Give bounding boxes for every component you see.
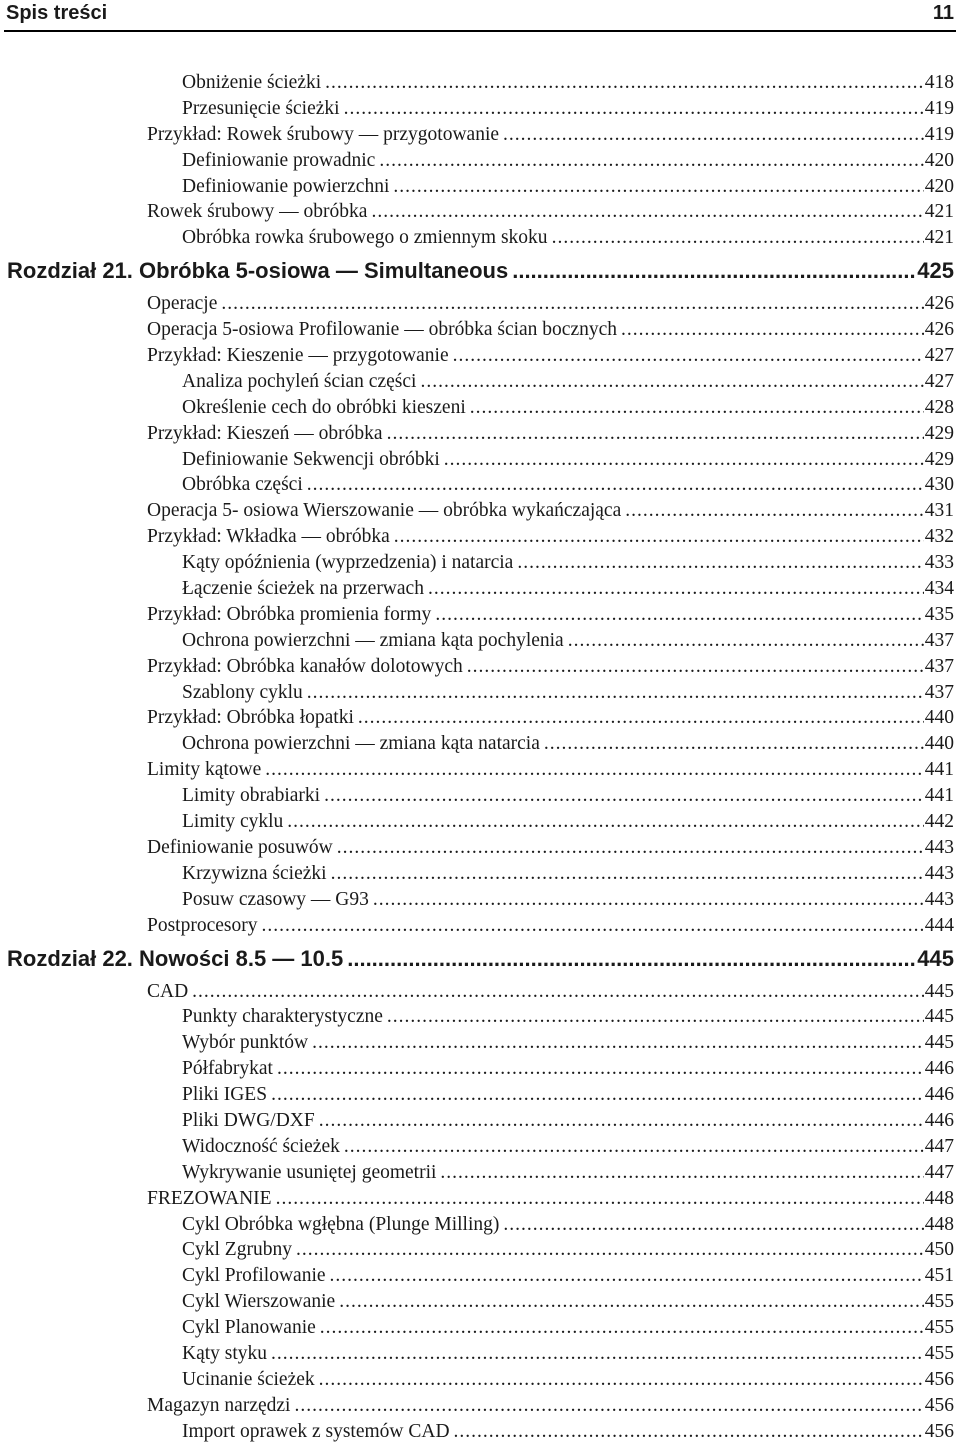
toc-entry-page: 421	[924, 227, 954, 249]
dot-leader	[373, 887, 924, 913]
toc-entry[interactable]	[147, 913, 954, 939]
toc-entry-title: Kąty opóźnienia (wyprzedzenia) i natarcia	[182, 552, 514, 574]
toc-entry-title: Ochrona powierzchni — zmiana kąta natarcia	[182, 733, 540, 755]
toc-entry-page: 455	[924, 1291, 954, 1313]
toc-entry[interactable]	[182, 1082, 954, 1108]
toc-entry-title: Posuw czasowy — G93	[182, 888, 369, 910]
toc-entry-page: 429	[924, 448, 954, 470]
toc-entry-page: 441	[924, 785, 954, 807]
toc-entry[interactable]	[182, 1237, 954, 1263]
toc-entry-page: 443	[924, 888, 954, 910]
toc-entry-title: Pliki DWG/DXF	[182, 1109, 315, 1131]
toc-entry-title: Szablony cyklu	[182, 681, 303, 703]
toc-entry-page: 432	[924, 526, 954, 548]
page-header	[4, 0, 956, 32]
dot-leader	[287, 809, 923, 835]
toc-entry[interactable]	[182, 1419, 954, 1445]
toc-chapter-entry[interactable]	[7, 939, 954, 979]
toc-entry-title: Przykład: Wkładka — obróbka	[147, 526, 390, 548]
dot-leader	[420, 369, 923, 395]
toc-entry-page: 421	[924, 201, 954, 223]
toc-entry[interactable]	[182, 1289, 954, 1315]
dot-leader	[320, 1315, 924, 1341]
toc-entry-page: 447	[924, 1161, 954, 1183]
toc-entry-page: 445	[917, 945, 954, 971]
toc-entry[interactable]	[182, 628, 954, 654]
toc-entry-title: FREZOWANIE	[147, 1187, 272, 1209]
dot-leader	[625, 498, 924, 524]
toc-entry[interactable]	[147, 979, 954, 1005]
toc-entry[interactable]	[182, 809, 954, 835]
dot-leader	[262, 913, 924, 939]
toc-entry-page: 430	[924, 474, 954, 496]
dot-leader	[337, 835, 924, 861]
toc-entry[interactable]	[147, 835, 954, 861]
toc-entry-page: 448	[924, 1213, 954, 1235]
toc-entry-page: 425	[917, 258, 954, 284]
dot-leader	[371, 199, 923, 225]
dot-leader	[296, 1237, 924, 1263]
toc-entry-page: 435	[924, 603, 954, 625]
toc-entry-page: 446	[924, 1109, 954, 1131]
toc-entry-page: 441	[924, 759, 954, 781]
toc-entry-page: 437	[924, 681, 954, 703]
toc-entry[interactable]	[147, 1186, 954, 1212]
toc-entry-title: Postprocesory	[147, 914, 258, 936]
dot-leader	[379, 148, 923, 174]
toc-entry-page: 446	[924, 1058, 954, 1080]
toc-entry-title: Cykl Planowanie	[182, 1317, 316, 1339]
toc-entry-title: Limity obrabiarki	[182, 785, 321, 807]
toc-entry[interactable]	[182, 1212, 954, 1238]
toc-entry-title: Import oprawek z systemów CAD	[182, 1420, 450, 1442]
toc-entry-title: Limity kątowe	[147, 759, 262, 781]
toc-entry[interactable]	[182, 1160, 954, 1186]
toc-entry-title: CAD	[147, 980, 189, 1002]
toc-entry-title: Operacja 5-osiowa Profilowanie — obróbka ścian bocznych	[147, 319, 618, 341]
dot-leader	[319, 1367, 924, 1393]
toc-entry-title: Magazyn narzędzi	[147, 1394, 291, 1416]
toc-entry-title: Obróbka części	[182, 474, 303, 496]
toc-entry-page: 445	[924, 980, 954, 1002]
toc-entry[interactable]	[182, 70, 954, 96]
toc-entry-title: Analiza pochyleń ścian części	[182, 370, 417, 392]
toc-entry-title: Przykład: Rowek śrubowy — przygotowanie	[147, 123, 500, 145]
toc-entry-title: Operacje	[147, 293, 218, 315]
toc-entry-title: Przesunięcie ścieżki	[182, 97, 340, 119]
toc-entry-page: 450	[924, 1239, 954, 1261]
toc-entry-title: Przykład: Kieszeń — obróbka	[147, 422, 383, 444]
toc-entry-title: Kąty styku	[182, 1342, 268, 1364]
toc-entry[interactable]	[182, 680, 954, 706]
toc-entry-page: 444	[924, 914, 954, 936]
toc-entry-title: Cykl Profilowanie	[182, 1265, 326, 1287]
toc-entry[interactable]	[182, 225, 954, 251]
toc-chapter-entry[interactable]	[7, 251, 954, 291]
toc-entry-page: 455	[924, 1317, 954, 1339]
dot-leader	[276, 1186, 924, 1212]
dot-leader	[192, 979, 924, 1005]
toc-entry[interactable]	[182, 550, 954, 576]
toc-entry-title: Przykład: Obróbka łopatki	[147, 707, 354, 729]
toc-entry-page: 451	[924, 1265, 954, 1287]
toc-entry-title: Półfabrykat	[182, 1058, 273, 1080]
toc-entry[interactable]	[182, 1030, 954, 1056]
dot-leader	[358, 705, 924, 731]
dot-leader	[453, 343, 924, 369]
toc-entry-title: Przykład: Obróbka promienia formy	[147, 603, 432, 625]
toc-entry[interactable]	[182, 783, 954, 809]
toc-entry[interactable]	[182, 731, 954, 757]
dot-leader	[512, 251, 916, 291]
toc-entry-title: Łączenie ścieżek na przerwach	[182, 578, 424, 600]
dot-leader	[621, 317, 924, 343]
toc-entry-page: 418	[924, 72, 954, 93]
dot-leader	[503, 1212, 923, 1238]
toc-entry-title: Wykrywanie usuniętej geometrii	[182, 1161, 437, 1183]
toc-entry[interactable]	[182, 1004, 954, 1030]
dot-leader	[517, 550, 923, 576]
toc-entry[interactable]	[147, 524, 954, 550]
toc-entry-page: 437	[924, 655, 954, 677]
toc-entry-page: 456	[924, 1368, 954, 1390]
toc-entry-title: Przykład: Kieszenie — przygotowanie	[147, 345, 449, 367]
toc-entry-title: Wybór punktów	[182, 1032, 309, 1054]
dot-leader	[271, 1341, 924, 1367]
toc-entry[interactable]	[182, 1315, 954, 1341]
toc-entry[interactable]	[182, 96, 954, 122]
toc-entry[interactable]	[182, 576, 954, 602]
toc-entry-title: Krzywizna ścieżki	[182, 862, 327, 884]
dot-leader	[503, 122, 924, 148]
toc-entry-page: 427	[924, 370, 954, 392]
toc-entry-title: Cykl Zgrubny	[182, 1239, 292, 1261]
toc-entry[interactable]	[182, 887, 954, 913]
dot-leader	[277, 1056, 924, 1082]
dot-leader	[344, 1134, 924, 1160]
dot-leader	[387, 1004, 924, 1030]
toc-entry[interactable]	[182, 148, 954, 174]
toc-entry[interactable]	[147, 317, 954, 343]
toc-entry-title: Rozdział 22. Nowości 8.5 — 10.5	[7, 945, 344, 971]
toc-entry-page: 426	[924, 319, 954, 341]
toc-entry-title: Przykład: Obróbka kanałów dolotowych	[147, 655, 463, 677]
dot-leader	[294, 1393, 923, 1419]
dot-leader	[552, 225, 924, 251]
toc-entry-title: Obróbka rowka śrubowego o zmiennym skoku	[182, 227, 548, 249]
toc-entry-title: Pliki IGES	[182, 1084, 268, 1106]
toc-entry-page: 433	[924, 552, 954, 574]
toc-entry-title: Definiowanie powierzchni	[182, 175, 390, 197]
toc-entry-page: 445	[924, 1032, 954, 1054]
toc-entry-page: 437	[924, 629, 954, 651]
toc-entry[interactable]	[182, 1263, 954, 1289]
dot-leader	[393, 174, 923, 200]
toc-entry-page: 442	[924, 811, 954, 833]
dot-leader	[394, 524, 924, 550]
toc-entry[interactable]	[182, 395, 954, 421]
toc-entry[interactable]	[182, 1367, 954, 1393]
toc-entry-page: 427	[924, 345, 954, 367]
toc-entry-page: 443	[924, 836, 954, 858]
toc-entry[interactable]	[182, 447, 954, 473]
toc-entry[interactable]	[147, 498, 954, 524]
dot-leader	[324, 783, 924, 809]
dot-leader	[307, 472, 924, 498]
toc-entry[interactable]	[147, 1393, 954, 1419]
toc-entry[interactable]	[147, 705, 954, 731]
dot-leader	[435, 602, 923, 628]
page-number: 11	[932, 2, 954, 24]
toc-entry[interactable]	[147, 421, 954, 447]
dot-leader	[221, 291, 923, 317]
toc-entry[interactable]	[147, 291, 954, 317]
toc-entry-title: Cykl Wierszowanie	[182, 1291, 336, 1313]
toc-entry[interactable]	[147, 654, 954, 680]
dot-leader	[568, 628, 924, 654]
table-of-contents	[0, 70, 960, 1445]
toc-entry[interactable]	[182, 1341, 954, 1367]
toc-entry[interactable]	[182, 861, 954, 887]
toc-entry-page: 434	[924, 578, 954, 600]
dot-leader	[330, 1263, 924, 1289]
dot-leader	[325, 70, 924, 96]
toc-entry[interactable]	[147, 757, 954, 783]
dot-leader	[312, 1030, 924, 1056]
toc-entry-title: Definiowanie Sekwencji obróbki	[182, 448, 440, 470]
toc-entry-page: 426	[924, 293, 954, 315]
toc-entry-page: 419	[924, 123, 954, 145]
dot-leader	[265, 757, 923, 783]
toc-entry-page: 456	[924, 1394, 954, 1416]
toc-entry[interactable]	[147, 602, 954, 628]
toc-entry-page: 448	[924, 1187, 954, 1209]
toc-entry-title: Cykl Obróbka wgłębna (Plunge Milling)	[182, 1213, 500, 1235]
dot-leader	[271, 1082, 924, 1108]
toc-entry[interactable]	[182, 369, 954, 395]
toc-entry[interactable]	[147, 199, 954, 225]
toc-entry-page: 420	[924, 149, 954, 171]
toc-entry-title: Rozdział 21. Obróbka 5-osiowa — Simultaneous	[7, 258, 509, 284]
toc-entry-page: 440	[924, 733, 954, 755]
toc-entry-title: Punkty charakterystyczne	[182, 1006, 383, 1028]
toc-entry[interactable]	[182, 1108, 954, 1134]
dot-leader	[344, 96, 924, 122]
toc-entry[interactable]	[182, 174, 954, 200]
dot-leader	[307, 680, 924, 706]
section-title: Spis treści	[6, 2, 108, 24]
toc-entry-page: 443	[924, 862, 954, 884]
toc-entry-page: 431	[924, 500, 954, 522]
toc-entry-page: 420	[924, 175, 954, 197]
toc-entry-page: 456	[924, 1420, 954, 1442]
dot-leader	[428, 576, 924, 602]
dot-leader	[467, 654, 924, 680]
dot-leader	[331, 861, 924, 887]
dot-leader	[440, 1160, 923, 1186]
toc-entry-title: Rowek śrubowy — obróbka	[147, 201, 368, 223]
toc-entry-page: 429	[924, 422, 954, 444]
dot-leader	[347, 939, 916, 979]
dot-leader	[444, 447, 924, 473]
toc-entry-page: 419	[924, 97, 954, 119]
toc-entry-title: Ochrona powierzchni — zmiana kąta pochylenia	[182, 629, 564, 651]
toc-entry-title: Limity cyklu	[182, 811, 284, 833]
dot-leader	[544, 731, 924, 757]
toc-entry-title: Operacja 5- osiowa Wierszowanie — obróbka wykańczająca	[147, 500, 622, 522]
toc-entry-title: Ucinanie ścieżek	[182, 1368, 315, 1390]
toc-entry-page: 445	[924, 1006, 954, 1028]
toc-entry[interactable]	[182, 472, 954, 498]
toc-entry[interactable]	[147, 122, 954, 148]
dot-leader	[319, 1108, 924, 1134]
toc-entry-page: 455	[924, 1342, 954, 1364]
toc-entry-page: 428	[924, 396, 954, 418]
toc-entry-page: 446	[924, 1084, 954, 1106]
dot-leader	[387, 421, 924, 447]
toc-entry[interactable]	[182, 1056, 954, 1082]
toc-entry-title: Definiowanie posuwów	[147, 836, 333, 858]
toc-entry-title: Widoczność ścieżek	[182, 1135, 340, 1157]
toc-entry-page: 447	[924, 1135, 954, 1157]
toc-entry-title: Obniżenie ścieżki	[182, 72, 322, 93]
dot-leader	[339, 1289, 924, 1315]
toc-entry-title: Określenie cech do obróbki kieszeni	[182, 396, 466, 418]
dot-leader	[470, 395, 924, 421]
dot-leader	[454, 1419, 924, 1445]
toc-entry-page: 440	[924, 707, 954, 729]
toc-entry-title: Definiowanie prowadnic	[182, 149, 376, 171]
toc-entry[interactable]	[182, 1134, 954, 1160]
toc-entry[interactable]	[147, 343, 954, 369]
